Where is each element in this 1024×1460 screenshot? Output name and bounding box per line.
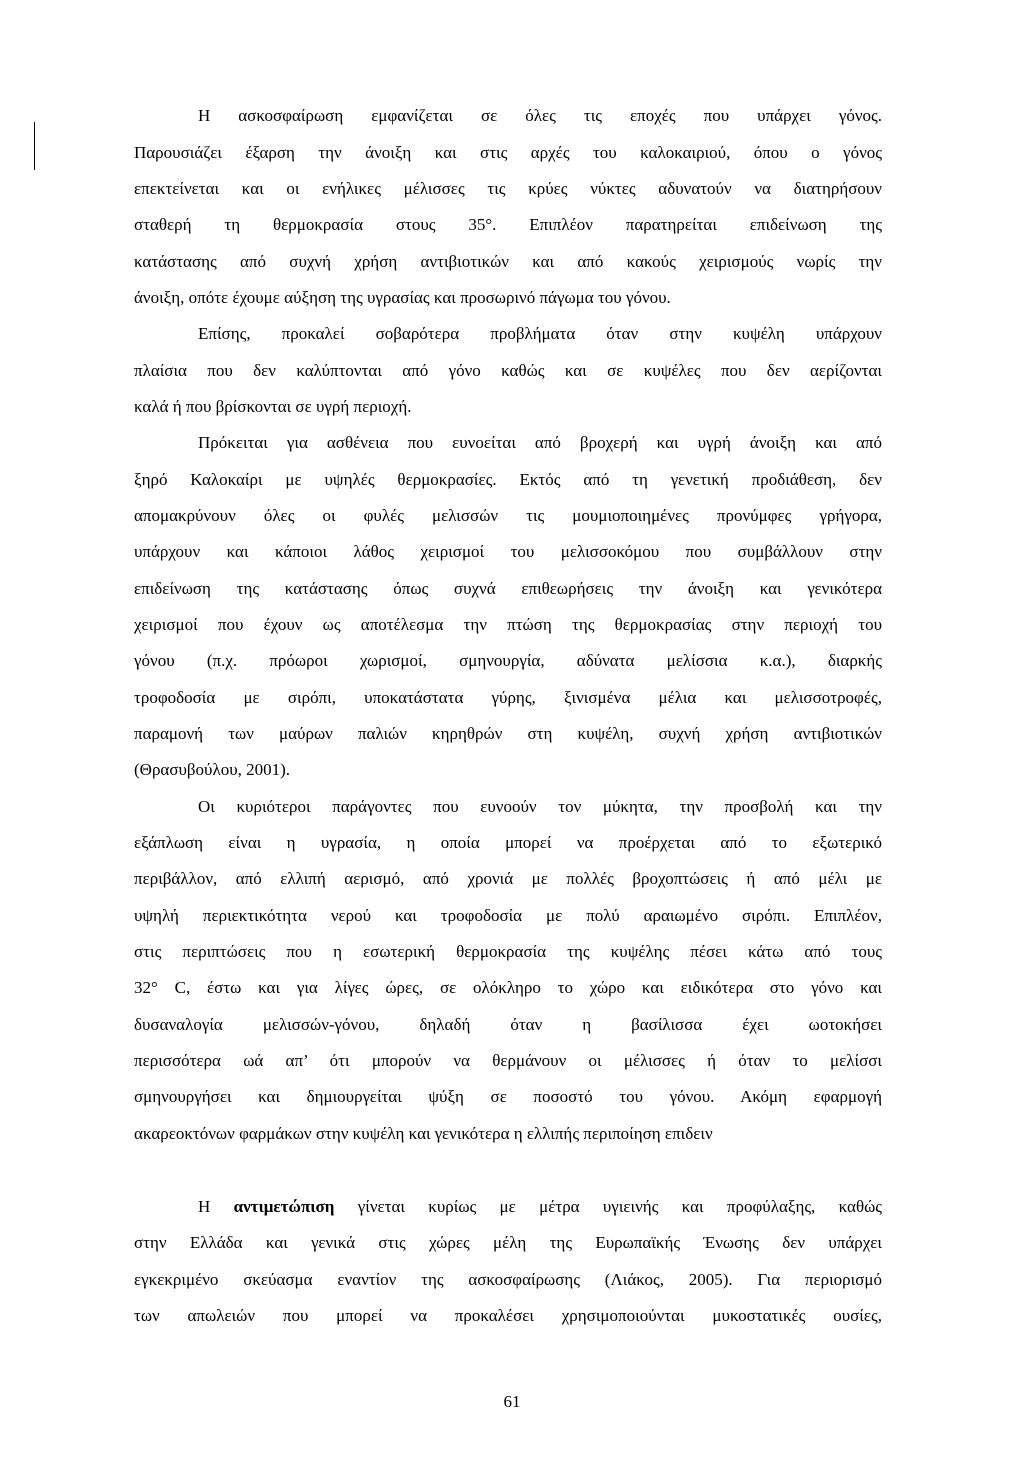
text-line: κατάστασης από συχνή χρήση αντιβιοτικών και από κακούς χειρισμούς νωρίς την [134,252,882,271]
text-line: επεκτείνεται και οι ενήλικες μέλισσες τις κρύες νύκτες αδυνατούν να διατηρήσουν [134,179,882,198]
bold-term: αντιμετώπιση [233,1197,335,1216]
text-line: σμηνουργήσει και δημιουργείται ψύξη σε ποσοστό του γόνου. Ακόμη εφαρμογή [134,1087,882,1106]
text-line: άνοιξη, οπότε έχουμε αύξηση της υγρασίας και προσωρινό πάγωμα του γόνου. [134,288,671,307]
text-line: σταθερή τη θερμοκρασία στους 35°. Επιπλέον παρατηρείται επιδείνωση της [134,215,882,234]
text-line: Η ασκοσφαίρωση εμφανίζεται σε όλες τις εποχές που υπάρχει γόνος. [198,106,882,125]
text-line: τροφοδοσία με σιρόπι, υποκατάστατα γύρης, ξινισμένα μέλια και μελισσοτροφές, [134,688,882,707]
text-line [198,1196,882,1218]
text-line: γόνου (π.χ. πρόωροι χωρισμοί, σμηνουργία, αδύνατα μελίσσια κ.α.), διαρκής [134,651,882,670]
text-span: Η [198,1197,211,1216]
text-line: 32° C, έστω και για λίγες ώρες, σε ολόκληρο το χώρο και ειδικότερα στο γόνο και [134,978,882,997]
text-line: στις περιπτώσεις που η εσωτερική θερμοκρασία της κυψέλης πέσει κάτω από τους [134,942,882,961]
text-line: υπάρχουν και κάποιοι λάθος χειρισμοί του μελισσοκόμου που συμβάλλουν στην [134,542,882,561]
text-line: περισσότερα ωά απ’ ότι μπορούν να θερμάνουν οι μέλισσες ή όταν το μελίσσι [134,1051,882,1070]
text-line: καλά ή που βρίσκονται σε υγρή περιοχή. [134,397,412,416]
page-number: 61 [503,1392,521,1411]
text-line: (Θρασυβούλου, 2001). [134,760,291,779]
text-line: απομακρύνουν όλες οι φυλές μελισσών τις μουμιοποιημένες προνύμφες γρήγορα, [134,506,882,525]
text-line: ξηρό Καλοκαίρι με υψηλές θερμοκρασίες. Εκτός από τη γενετική προδιάθεση, δεν [134,470,882,489]
text-line: χειρισμοί που έχουν ως αποτέλεσμα την πτώση της θερμοκρασίας στην περιοχή του [134,615,882,634]
text-line: Παρουσιάζει έξαρση την άνοιξη και στις αρχές του καλοκαιριού, όπου ο γόνος [134,143,882,162]
text-line: περιβάλλον, από ελλιπή αερισμό, από χρονιά με πολλές βροχοπτώσεις ή από μέλι με [134,869,882,888]
text-line: Πρόκειται για ασθένεια που ευνοείται από βροχερή και υγρή άνοιξη και από [198,433,882,452]
text-line: πλαίσια που δεν καλύπτονται από γόνο καθώς και σε κυψέλες που δεν αερίζονται [134,361,882,380]
text-line: δυσαναλογία μελισσών-γόνου, δηλαδή όταν η βασίλισσα έχει ωοτοκήσει [134,1015,882,1034]
text-line: ακαρεοκτόνων φαρμάκων στην κυψέλη και γενικότερα η ελλιπής περιποίηση επιδειν [134,1124,713,1143]
text-line: παραμονή των μαύρων παλιών κηρηθρών στη κυψέλη, συχνή χρήση αντιβιοτικών [134,724,882,743]
text-line: επιδείνωση της κατάστασης όπως συχνά επιθεωρήσεις την άνοιξη και γενικότερα [134,579,882,598]
text-span: γίνεται κυρίως με μέτρα υγιεινής και προφύλαξης, καθώς [357,1197,883,1216]
text-line: των απωλειών που μπορεί να προκαλέσει χρησιμοποιούνται μυκοστατικές ουσίες, [134,1306,882,1325]
text-line: εγκεκριμένο σκεύασμα εναντίον της ασκοσφαίρωσης (Λιάκος, 2005). Για περιορισμό [134,1270,882,1289]
text-line: υψηλή περιεκτικότητα νερού και τροφοδοσία με πολύ αραιωμένο σιρόπι. Επιπλέον, [134,906,882,925]
margin-mark [34,122,35,170]
text-line: εξάπλωση είναι η υγρασία, η οποία μπορεί να προέρχεται από το εξωτερικό [134,833,882,852]
text-line: Οι κυριότεροι παράγοντες που ευνοούν τον μύκητα, την προσβολή και την [198,797,882,816]
text-line: Επίσης, προκαλεί σοβαρότερα προβλήματα όταν στην κυψέλη υπάρχουν [198,324,882,343]
text-line: στην Ελλάδα και γενικά στις χώρες μέλη της Ευρωπαϊκής Ένωσης δεν υπάρχει [134,1233,882,1252]
